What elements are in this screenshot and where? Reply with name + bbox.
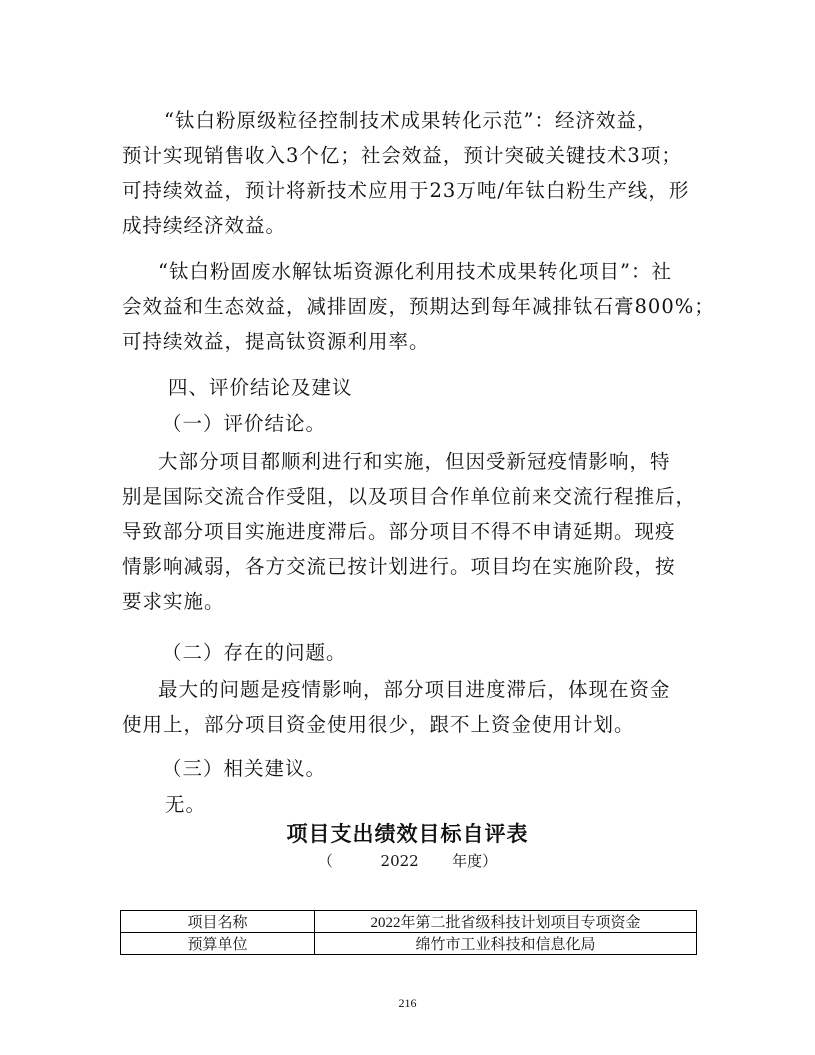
paragraph-titanium-dioxide-demo [122,103,697,243]
table-row [121,911,697,933]
text-line: 可持续效益，预计将新技术应用于23万吨/年钛白粉生产线，形 [122,179,690,202]
text-line: 要求实施。 [122,590,225,613]
paragraph-solid-waste-project [122,254,715,359]
subheading-conclusion: （一）评价结论。 [162,412,327,435]
suggestion-text: 无。 [165,793,207,816]
subheading-suggestions: （三）相关建议。 [162,757,327,780]
text-line: “钛白粉原级粒径控制技术成果转化示范”：经济效益， [164,109,658,132]
table-value-budget-unit: 绵竹市工业科技和信息化局 [315,933,697,955]
page-number: 216 [398,996,417,1010]
table-label-budget-unit: 预算单位 [121,933,315,955]
text-line: 会效益和生态效益，减排固废，预期达到每年减排钛石膏800%； [122,295,715,318]
project-info-table [120,910,697,955]
text-line: 使用上，部分项目资金使用很少，跟不上资金使用计划。 [122,713,635,736]
text-line: 情影响减弱，各方交流已按计划进行。项目均在实施阶段，按 [122,555,676,578]
paragraph-problems [122,672,697,742]
table-label-project-name: 项目名称 [121,911,315,933]
section-heading-evaluation: 四、评价结论及建议 [168,376,353,399]
text-line: 导致部分项目实施进度滞后。部分项目不得不申请延期。现疫 [122,520,676,543]
table-row [121,933,697,955]
table-value-project-name: 2022年第二批省级科技计划项目专项资金 [315,911,697,933]
text-line: 预计实现销售收入3个亿；社会效益，预计突破关键技术3项； [122,144,682,167]
fiscal-year-line: （ 2022 年度） [317,852,498,870]
text-line: 最大的问题是疫情影响，部分项目进度滞后，体现在资金 [158,678,671,701]
table-title: 项目支出绩效目标自评表 [286,822,529,846]
subheading-problems: （二）存在的问题。 [162,641,347,664]
text-line: 可持续效益，提高钛资源利用率。 [122,330,430,353]
text-line: “钛白粉固废水解钛垢资源化利用技术成果转化项目”：社 [158,260,672,283]
text-line: 大部分项目都顺利进行和实施，但因受新冠疫情影响，特 [158,450,671,473]
text-line: 别是国际交流合作受阻，以及项目合作单位前来交流行程推后， [122,485,697,508]
text-line: 成持续经济效益。 [122,214,287,237]
paragraph-conclusion [122,444,697,619]
